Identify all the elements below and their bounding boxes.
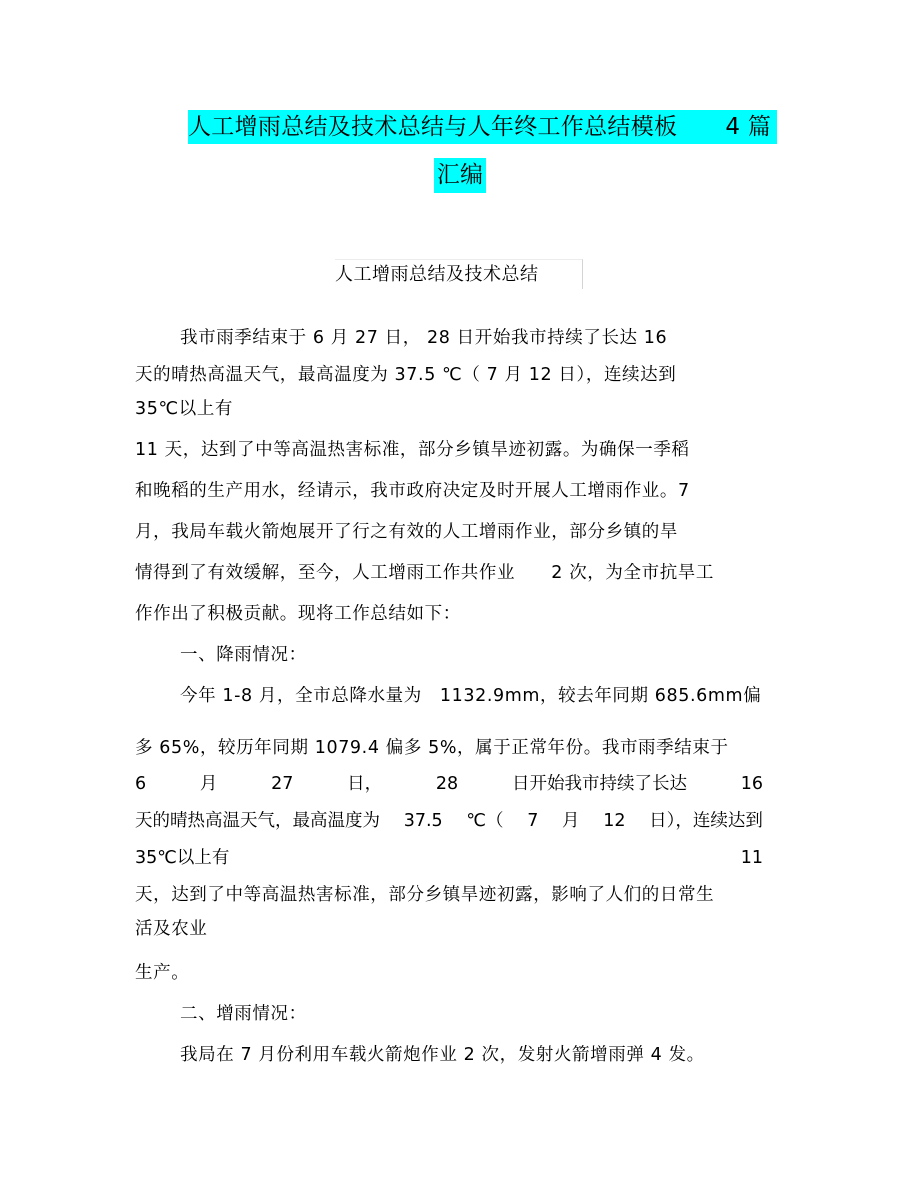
paragraph-line: 生产。: [135, 963, 190, 983]
section-heading-rain-enhancement: 二、增雨情况：: [180, 1004, 307, 1024]
justified-paragraph-line: 35℃以上有 11: [135, 848, 763, 868]
paragraph-line: 天，达到了中等高温热害标准，部分乡镇旱迹初露，影响了人们的日常生: [135, 885, 715, 905]
section-heading-rainfall: 一、降雨情况：: [180, 645, 307, 665]
paragraph-line: 11 天，达到了中等高温热害标准，部分乡镇旱迹初露。为确保一季稻: [135, 440, 690, 460]
paragraph-line: 我局在 7 月份利用车载火箭炮作业 2 次，发射火箭增雨弹 4 发。: [180, 1045, 705, 1065]
document-title-line-1: [188, 110, 777, 144]
paragraph-line: 今年 1-8 月，全市总降水量为 1132.9mm，较去年同期 685.6mm偏: [180, 686, 762, 706]
paragraph-line: 月，我局车载火箭炮展开了行之有效的人工增雨作业，部分乡镇的旱: [135, 522, 678, 542]
paragraph-line: 天的晴热高温天气，最高温度为 37.5 ℃（ 7 月 12 日），连续达到: [135, 365, 677, 385]
title-suffix-text: 4 篇: [725, 114, 772, 140]
paragraph-line: 我市雨季结束于 6 月 27 日， 28 日开始我市持续了长达 16: [180, 328, 668, 348]
paragraph-line: 情得到了有效缓解，至今，人工增雨工作共作业 2 次，为全市抗旱工: [135, 563, 714, 583]
title-main-text: 人工增雨总结及技术总结与人年终工作总结模板: [188, 114, 678, 140]
justified-paragraph-line: 6 月 27 日， 28 日开始我市持续了长达 16: [135, 774, 763, 794]
paragraph-line: 35℃以上有: [135, 399, 234, 419]
paragraph-line: 多 65%，较历年同期 1079.4 偏多 5%，属于正常年份。我市雨季结束于: [135, 738, 729, 758]
paragraph-line: 和晚稻的生产用水，经请示，我市政府决定及时开展人工增雨作业。7: [135, 481, 690, 501]
paragraph-line: 作作出了积极贡献。现将工作总结如下：: [135, 604, 461, 624]
section-subtitle: 人工增雨总结及技术总结: [335, 259, 583, 289]
paragraph-line: 活及农业: [135, 919, 208, 939]
justified-paragraph-line: 天的晴热高温天气，最高温度为 37.5 ℃（ 7 月 12 日），连续达到: [135, 811, 763, 831]
document-title-line-2: 汇编: [434, 158, 486, 193]
